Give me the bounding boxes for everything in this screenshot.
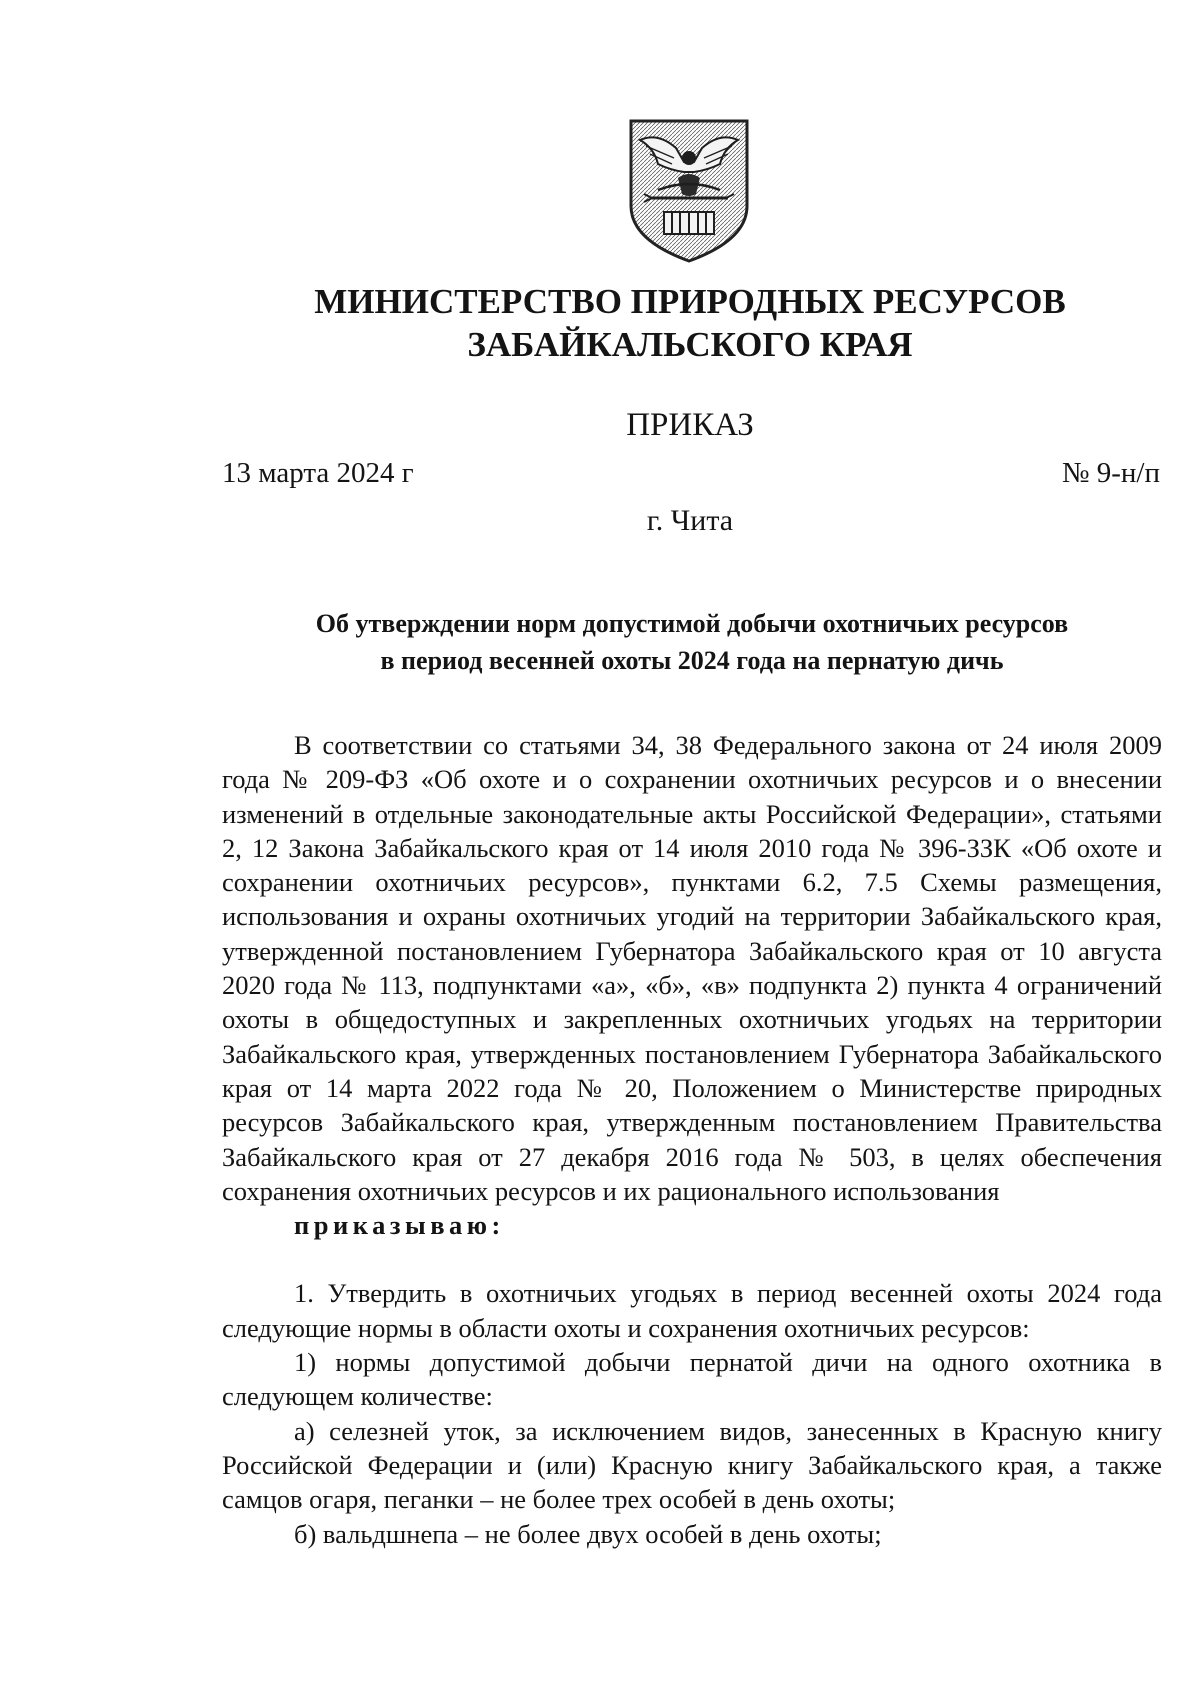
order-directive-colon: :: [491, 1210, 501, 1241]
order-subject-line1: Об утверждении норм допустимой добычи охотничьих ресурсов: [315, 609, 1069, 638]
order-subject: [222, 605, 1162, 679]
order-directive-word: приказываю: [294, 1210, 492, 1241]
order-directive: [222, 1208, 1162, 1242]
item-1-paragraph: 1. Утвердить в охотничьих угодьях в период весенней охоты 2024 года следующие нормы в области охоты и сохранения охотничьих ресурсов:: [222, 1278, 1162, 1343]
ministry-name: [0, 280, 1200, 366]
order-body: [222, 728, 1162, 1551]
order-city: г. Чита: [646, 504, 734, 537]
order-date: 13 марта 2024 г: [222, 457, 414, 489]
coat-of-arms-icon: [628, 118, 750, 264]
ministry-name-line2: ЗАБАЙКАЛЬСКОГО КРАЯ: [467, 325, 913, 364]
order-number: № 9-н/п: [1061, 457, 1160, 489]
ministry-name-line1: МИНИСТЕРСТВО ПРИРОДНЫХ РЕСУРСОВ: [314, 282, 1066, 321]
item-a-paragraph: а) селезней уток, за исключением видов, занесенных в Красную книгу Российской Федерации и (или) Красную книгу Забайкальского края, а также самцов огаря, пеганки – не более трех особей в день охоты;: [222, 1415, 1162, 1515]
item-b-paragraph: б) вальдшнепа – не более двух особей в день охоты;: [294, 1518, 882, 1549]
item-1-1-paragraph: 1) нормы допустимой добычи пернатой дичи на одного охотника в следующем количестве:: [222, 1347, 1162, 1412]
order-subject-line2: в период весенней охоты 2024 года на пернатую дичь: [380, 646, 1004, 675]
preamble-paragraph: В соответствии со статьями 34, 38 Федерального закона от 24 июля 2009 года № 209-ФЗ «Об охоте и о сохранении охотничьих ресурсов и о внесении изменений в отдельные законодательные акты Российской Федерации», статьями 2, 12 Закона Забайкальского края от 14 июля 2010 года № 396-ЗЗК «Об охоте и сохранении охотничьих ресурсов», пунктами 6.2, 7.5 Схемы размещения, использования и охраны охотничьих угодий на территории Забайкальского края, утвержденной постановлением Губернатора Забайкальского края от 10 августа 2020 года № 113, подпунктами «а», «б», «в» подпункта 2) пункта 4 ограничений охоты в общедоступных и закрепленных охотничьих угодьях на территории Забайкальского края, утвержденных постановлением Губернатора Забайкальского края от 14 марта 2022 года № 20, Положением о Министерстве природных ресурсов Забайкальского края, утвержденным постановлением Правительства Забайкальского края от 27 декабря 2016 года № 503, в целях обеспечения сохранения охотничьих ресурсов и их рационального использования: [222, 730, 1162, 1206]
document-type-title: ПРИКАЗ: [626, 407, 754, 443]
